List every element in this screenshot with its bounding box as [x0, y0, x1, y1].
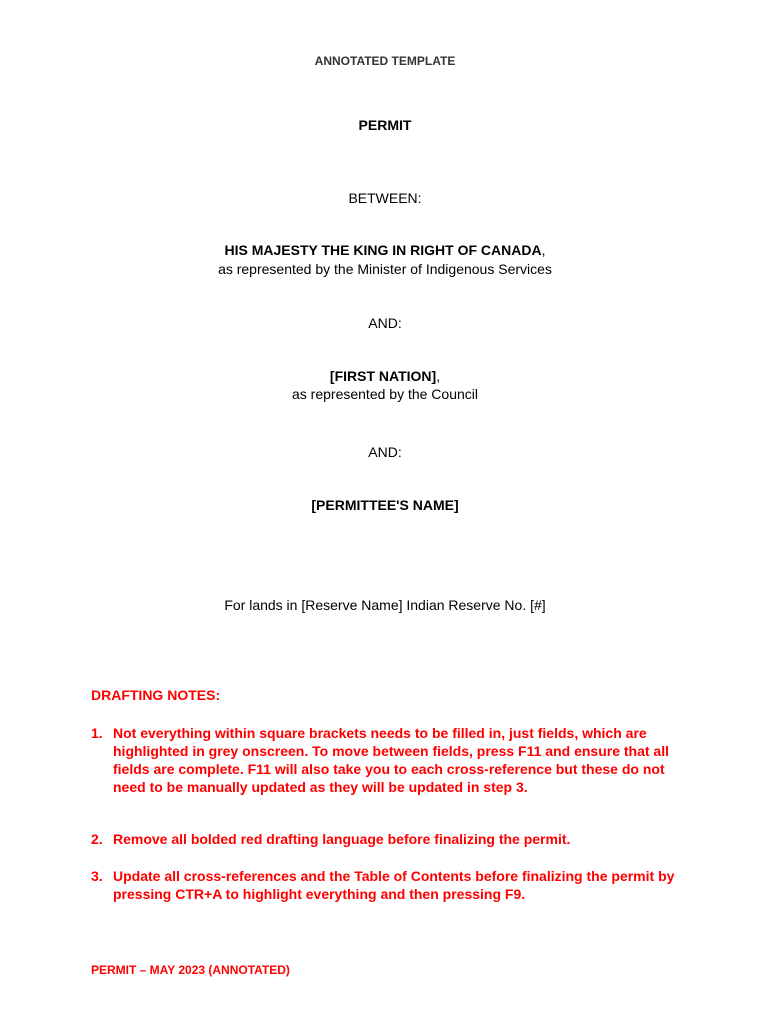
party-first-nation-suffix: , — [436, 368, 441, 384]
document-title: PERMIT — [358, 117, 412, 133]
between-label: BETWEEN: — [348, 190, 422, 206]
and-label-2: AND: — [368, 444, 402, 460]
party-permittee-name: [PERMITTEE'S NAME] — [311, 497, 459, 513]
drafting-note-item — [91, 830, 681, 848]
party-crown-name-line — [0, 242, 770, 258]
drafting-note-number: 3. — [91, 868, 103, 884]
and-label-1: AND: — [368, 315, 402, 331]
party-first-nation-name-line — [0, 368, 770, 384]
document-header-label: ANNOTATED TEMPLATE — [314, 54, 456, 68]
party-crown-suffix: , — [541, 242, 546, 258]
lands-description: For lands in [Reserve Name] Indian Reserve No. [#] — [224, 597, 546, 613]
drafting-note-text: Remove all bolded red drafting language before finalizing the permit. — [113, 831, 571, 847]
drafting-note-number: 1. — [91, 725, 103, 741]
drafting-note-item — [91, 724, 681, 796]
drafting-notes-heading: DRAFTING NOTES: — [91, 687, 221, 703]
party-crown-name: HIS MAJESTY THE KING IN RIGHT OF CANADA — [224, 242, 542, 258]
drafting-note-item — [91, 867, 681, 903]
party-first-nation-representation: as represented by the Council — [292, 386, 478, 402]
drafting-note-text: Update all cross-references and the Table of Contents before finalizing the permit by pressing CTR+A to highlight everything and then pressing F9. — [113, 868, 675, 902]
party-first-nation-name: [FIRST NATION] — [329, 368, 437, 384]
drafting-note-number: 2. — [91, 831, 103, 847]
drafting-note-text: Not everything within square brackets needs to be filled in, just fields, which are highlighted in grey onscreen. To move between fields, press F11 and ensure that all fields are complete. F11 will also take you to each cross-reference but these do not need to be manually updated as they will be updated in step 3. — [113, 725, 669, 795]
page-footer: PERMIT – MAY 2023 (ANNOTATED) — [91, 963, 290, 977]
party-crown-representation: as represented by the Minister of Indigenous Services — [218, 261, 552, 277]
